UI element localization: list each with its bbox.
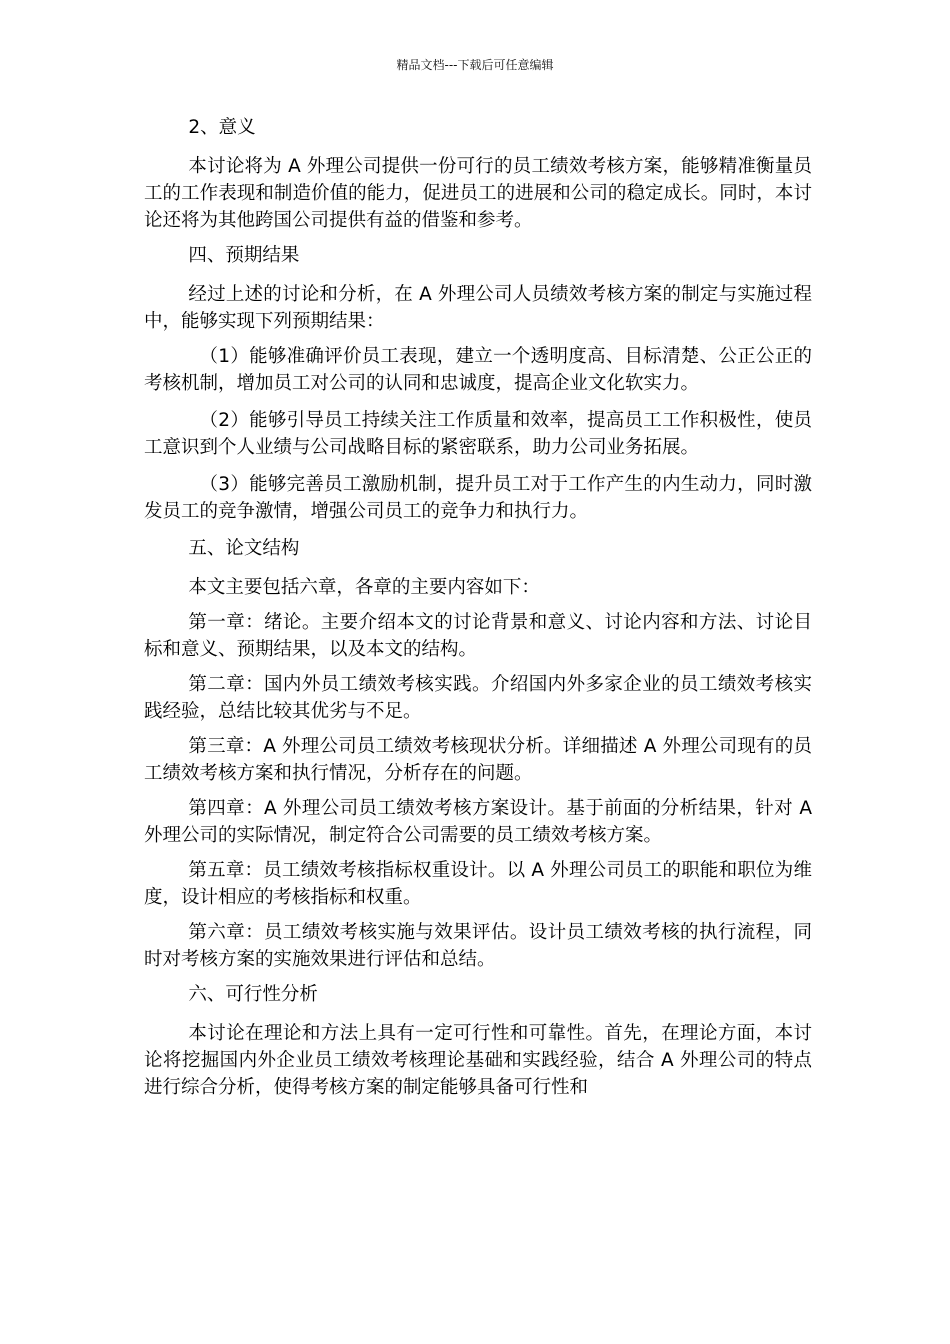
page-header: 精品文档---下载后可任意编辑 (396, 58, 554, 72)
section-heading-expected-results: 四、预期结果 (188, 245, 300, 266)
section-heading-thesis-structure: 五、论文结构 (188, 538, 300, 559)
document-body (144, 114, 812, 1109)
paragraph-chapter-5: 第五章：员工绩效考核指标权重设计。以 A 外理公司员工的职能和职位为维度，设计相应的考核指标和权重。 (144, 860, 812, 908)
paragraph-chapter-4: 第四章：A 外理公司员工绩效考核方案设计。基于前面的分析结果，针对 A 外理公司的实际情况，制定符合公司需要的员工绩效考核方案。 (144, 798, 812, 846)
list-item-result-3: （3）能够完善员工激励机制，提升员工对于工作产生的内生动力，同时激发员工的竞争激情，增强公司员工的竞争力和执行力。 (144, 474, 812, 522)
section-heading-feasibility: 六、可行性分析 (188, 984, 318, 1005)
paragraph-feasibility: 本讨论在理论和方法上具有一定可行性和可靠性。首先，在理论方面，本讨论将挖掘国内外企业员工绩效考核理论基础和实践经验，结合 A 外理公司的特点进行综合分析，使得考核方案的制定能够具备可行性和 (144, 1023, 812, 1098)
paragraph-structure-intro: 本文主要包括六章，各章的主要内容如下： (188, 577, 540, 598)
paragraph-chapter-3: 第三章：A 外理公司员工绩效考核现状分析。详细描述 A 外理公司现有的员工绩效考核方案和执行情况，分析存在的问题。 (144, 736, 812, 784)
list-item-result-1: （1）能够准确评价员工表现，建立一个透明度高、目标清楚、公正公正的考核机制，增加员工对公司的认同和忠诚度，提高企业文化软实力。 (144, 346, 812, 394)
section-heading-significance: 2、意义 (188, 117, 256, 138)
paragraph-chapter-1: 第一章：绪论。主要介绍本文的讨论背景和意义、讨论内容和方法、讨论目标和意义、预期结果，以及本文的结构。 (144, 612, 812, 660)
paragraph-expected-results-intro: 经过上述的讨论和分析，在 A 外理公司人员绩效考核方案的制定与实施过程中，能够实现下列预期结果： (144, 284, 812, 332)
paragraph-significance: 本讨论将为 A 外理公司提供一份可行的员工绩效考核方案，能够精准衡量员工的工作表现和制造价值的能力，促进员工的进展和公司的稳定成长。同时，本讨论还将为其他跨国公司提供有益的借鉴和参考。 (144, 156, 812, 231)
list-item-result-2: （2）能够引导员工持续关注工作质量和效率，提高员工工作积极性，使员工意识到个人业绩与公司战略目标的紧密联系，助力公司业务拓展。 (144, 410, 812, 458)
paragraph-chapter-6: 第六章：员工绩效考核实施与效果评估。设计员工绩效考核的执行流程，同时对考核方案的实施效果进行评估和总结。 (144, 922, 812, 970)
paragraph-chapter-2: 第二章：国内外员工绩效考核实践。介绍国内外多家企业的员工绩效考核实践经验，总结比较其优劣与不足。 (144, 674, 812, 722)
